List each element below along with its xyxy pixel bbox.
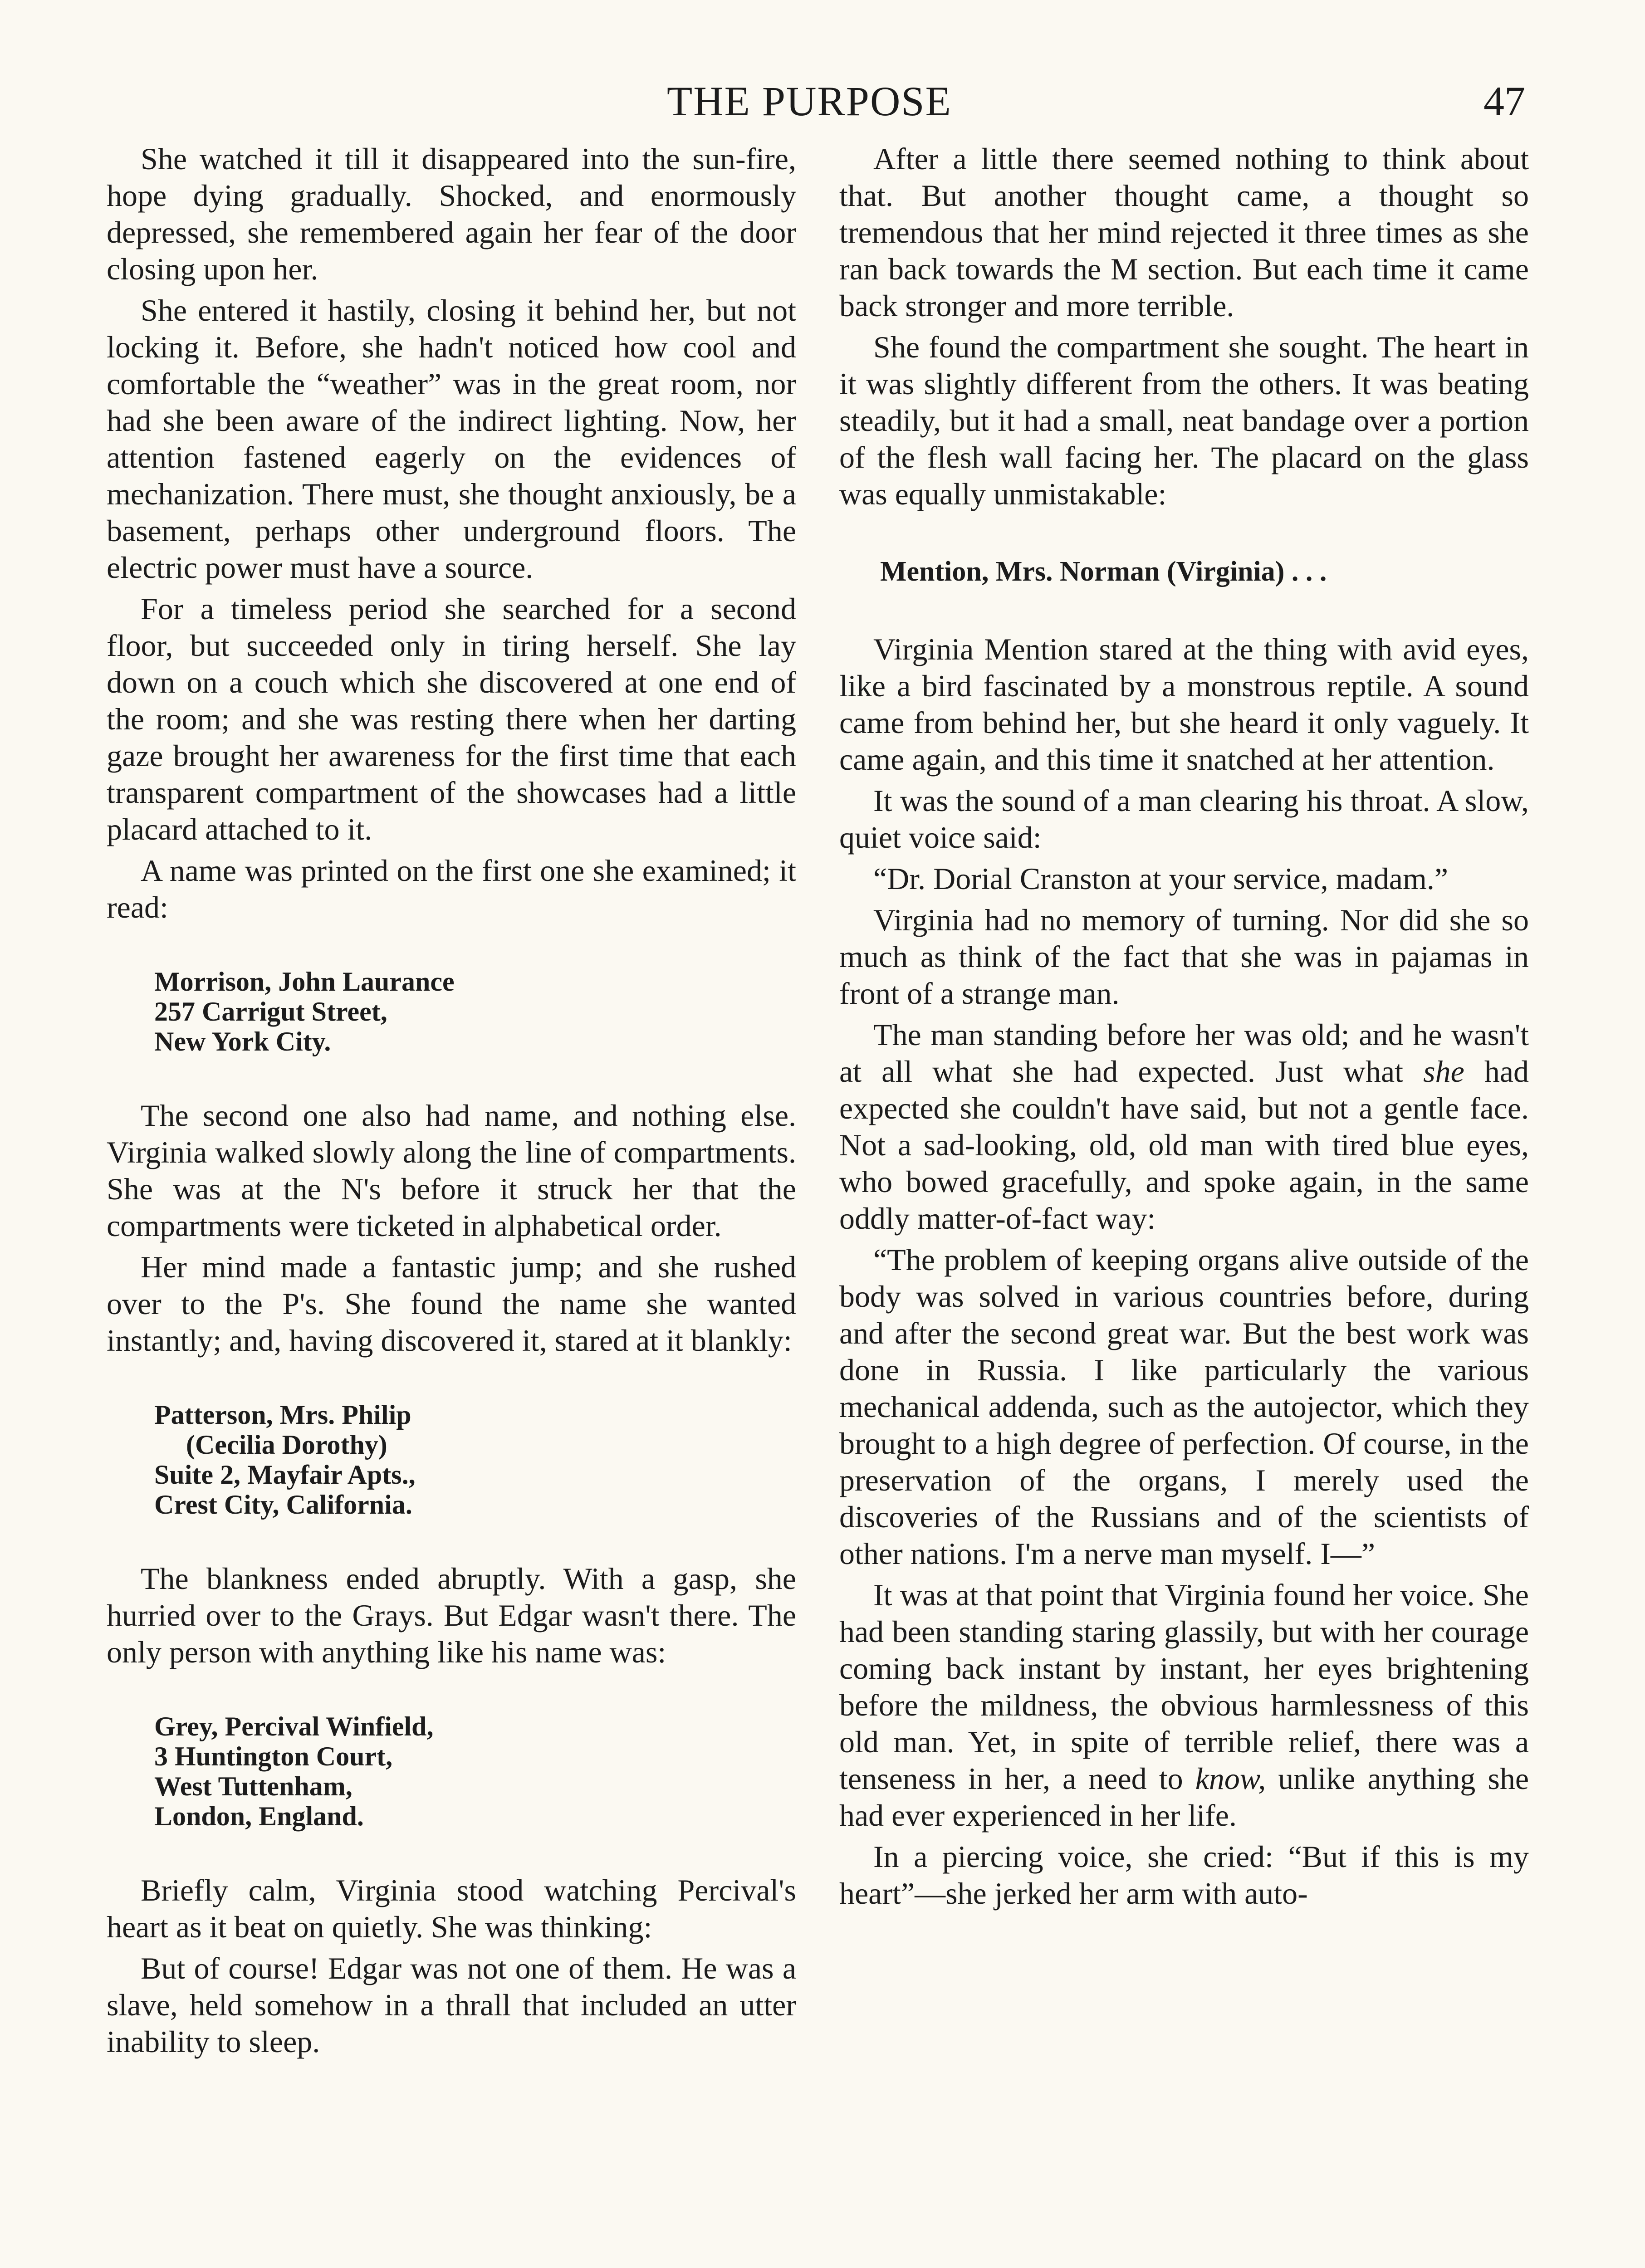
paragraph: But of course! Edgar was not one of them. He was a slave, held somehow in a thrall that included an utter inability to sleep. bbox=[107, 1951, 796, 2059]
paragraph bbox=[839, 1017, 1529, 1237]
paragraph: She watched it till it disappeared into the sun-fire, hope dying gradually. Shocked, and enormously depressed, she remembered again her fear of the door closing upon her. bbox=[107, 142, 796, 286]
placard-mention: Mention, Mrs. Norman (Virginia) . . . bbox=[880, 556, 1327, 587]
paragraph: For a timeless period she searched for a second floor, but succeeded only in tiring herself. She lay down on a couch which she discovered at one end of the room; and she was resting there when her darting gaze brought her awareness for the first time that each transparent compartment of the showcases had a little placard attached to it. bbox=[107, 591, 796, 846]
placard-line: Patterson, Mrs. Philip bbox=[154, 1400, 411, 1430]
placard-line: Grey, Percival Winfield, bbox=[154, 1711, 434, 1741]
placard-line: New York City. bbox=[154, 1026, 331, 1056]
placard-line: 3 Huntington Court, bbox=[154, 1741, 393, 1771]
placard-grey bbox=[154, 1711, 796, 1831]
paragraph: She entered it hastily, closing it behind her, but not locking it. Before, she hadn't noticed how cool and comfortable the “weather” was in the great room, nor had she been aware of the indirect lighting. Now, her attention fastened eagerly on the evidences of mechanization. There must, she thought anxiously, be a basement, perhaps other underground floors. The electric power must have a source. bbox=[107, 293, 796, 585]
paragraph: “Dr. Dorial Cranston at your service, madam.” bbox=[873, 861, 1449, 896]
paragraph: Virginia Mention stared at the thing with avid eyes, like a bird fascinated by a monstrous reptile. A sound came from behind her, but she heard it only vaguely. It came again, and this time it snatched at her attention. bbox=[839, 632, 1529, 777]
paragraph: Virginia had no memory of turning. Nor did she so much as think of the fact that she was in pajamas in front of a strange man. bbox=[839, 903, 1529, 1011]
paragraph: In a piercing voice, she cried: “But if this is my heart”—she jerked her arm with auto- bbox=[839, 1839, 1529, 1911]
right-column bbox=[839, 141, 1529, 1916]
paragraph: A name was printed on the first one she examined; it read: bbox=[107, 853, 796, 924]
paragraph: The second one also had name, and nothing else. Virginia walked slowly along the line of compartments. She was at the N's before it struck her that the compartments were ticketed in alphabetical order. bbox=[107, 1098, 796, 1243]
paragraph bbox=[839, 1577, 1529, 1834]
page-number: 47 bbox=[1483, 78, 1525, 124]
text-run: had expected she couldn't have said, but not a gentle face. Not a sad-looking, old, old man with tired blue eyes, who bowed gracefully, and spoke again, in the same oddly matter-of-fact way: bbox=[839, 1054, 1529, 1236]
paragraph: Briefly calm, Virginia stood watching Percival's heart as it beat on quietly. She was thinking: bbox=[107, 1873, 796, 1944]
placard-patterson bbox=[154, 1400, 796, 1520]
text-run: The man standing before her was old; and he wasn't at all what she had expected. Just what bbox=[839, 1017, 1529, 1089]
placard-line: Suite 2, Mayfair Apts., bbox=[154, 1460, 416, 1490]
paragraph: After a little there seemed nothing to think about that. But another thought came, a thought so tremendous that her mind rejected it three times as she ran back towards the M section. But each time it came back stronger and more terrible. bbox=[839, 142, 1529, 323]
paragraph: “The problem of keeping organs alive outside of the body was solved in various countries before, during and after the second great war. But the best work was done in Russia. I like particularly the various mechanical addenda, such as the autojector, which they brought to a high degree of perfection. Of course, in the preservation of the organs, I merely used the discoveries of the Russians and of the scientists of other nations. I'm a nerve man myself. I—” bbox=[839, 1242, 1529, 1571]
paragraph: It was the sound of a man clearing his throat. A slow, quiet voice said: bbox=[839, 783, 1529, 855]
placard-morrison bbox=[154, 967, 796, 1056]
placard-line: Crest City, California. bbox=[154, 1490, 412, 1520]
running-head: THE PURPOSE bbox=[667, 78, 952, 124]
emphasis: know, bbox=[1195, 1761, 1266, 1796]
placard-line: Morrison, John Laurance bbox=[154, 967, 455, 997]
placard-line: West Tuttenham, bbox=[154, 1771, 352, 1801]
text-run: It was at that point that Virginia found her voice. She had been standing staring glassily, but with her courage coming back instant by instant, her eyes brightening before the mildness, the obvious harmlessness of this old man. Yet, in spite of terrible relief, there was a tenseness in her, a need to bbox=[839, 1578, 1529, 1796]
placard-line: London, England. bbox=[154, 1801, 364, 1831]
emphasis: she bbox=[1423, 1054, 1464, 1089]
text-run: unlike anything she had ever experienced in her life. bbox=[839, 1761, 1529, 1833]
left-column bbox=[107, 141, 796, 2065]
paragraph: The blankness ended abruptly. With a gasp, she hurried over to the Grays. But Edgar wasn't there. The only person with anything like his name was: bbox=[107, 1561, 796, 1669]
paragraph: She found the compartment she sought. The heart in it was slightly different from the others. It was beating steadily, but it had a small, neat bandage over a portion of the flesh wall facing her. The placard on the glass was equally unmistakable: bbox=[839, 330, 1529, 511]
placard-line: (Cecilia Dorothy) bbox=[186, 1430, 387, 1460]
paragraph: Her mind made a fantastic jump; and she rushed over to the P's. She found the name she wanted instantly; and, having discovered it, stared at it blankly: bbox=[107, 1250, 796, 1358]
page-header bbox=[0, 77, 1645, 132]
placard-line: 257 Carrigut Street, bbox=[154, 997, 387, 1026]
